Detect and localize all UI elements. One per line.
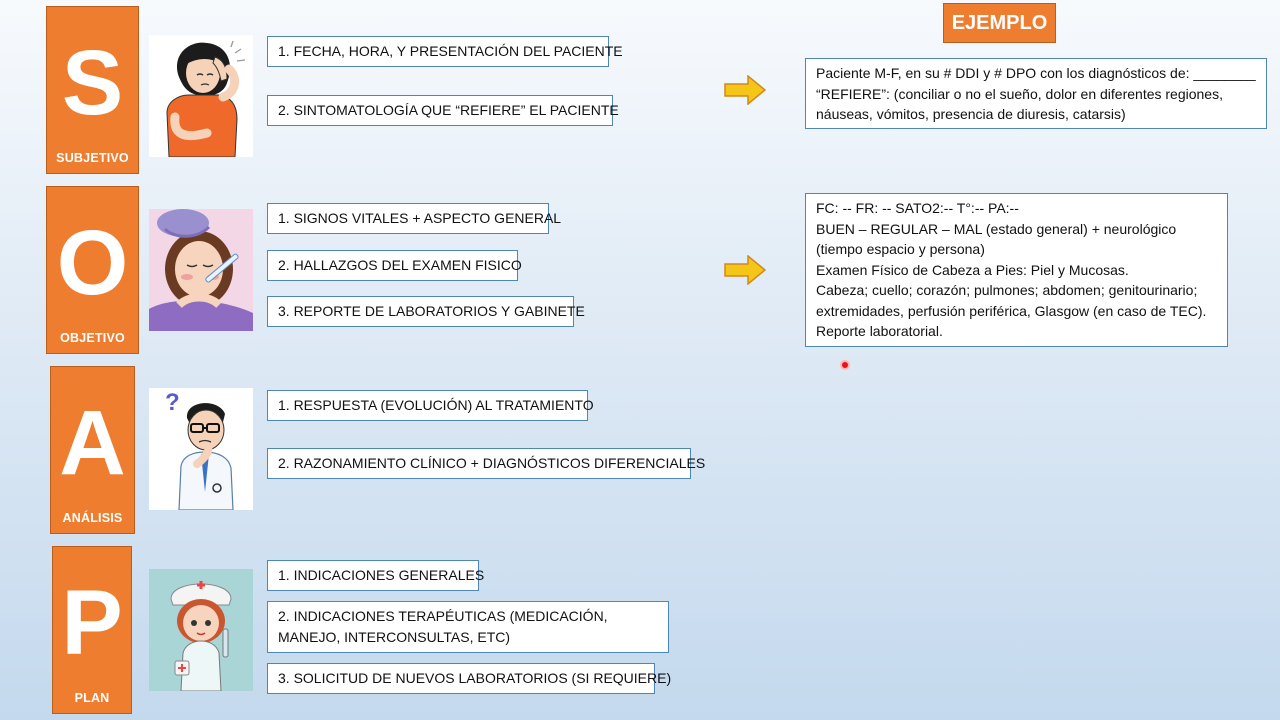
objetivo-item-3: 3. REPORTE DE LABORATORIOS Y GABINETE — [267, 296, 574, 327]
example-line: náuseas, vómitos, presencia de diuresis, catarsis) — [816, 106, 1126, 122]
subjetivo-item-2: 2. SINTOMATOLOGÍA QUE “REFIERE” EL PACIENTE — [267, 95, 613, 126]
sick-girl-illustration — [149, 209, 253, 331]
example-line: BUEN – REGULAR – MAL (estado general) + neurológico — [816, 220, 1177, 237]
woman-headache-illustration — [149, 35, 253, 157]
letter: A — [59, 392, 126, 494]
caption: SUBJETIVO — [56, 151, 129, 165]
example-line: Cabeza; cuello; corazón; pulmones; abdomen; genitourinario; — [816, 282, 1198, 298]
letter: S — [61, 32, 124, 134]
soap-letter-o — [46, 186, 139, 354]
plan-item-3: 3. SOLICITUD DE NUEVOS LABORATORIOS (SI REQUIERE) — [267, 663, 655, 694]
arrow-right-icon — [724, 75, 766, 105]
example-line: “REFIERE”: (conciliar o no el sueño, dolor en diferentes regiones, — [816, 85, 1223, 102]
objetivo-item-1: 1. SIGNOS VITALES + ASPECTO GENERAL — [267, 203, 549, 234]
soap-letter-s — [46, 6, 139, 174]
example-title: EJEMPLO — [943, 3, 1056, 43]
example-subjective-box — [805, 58, 1267, 129]
letter: O — [56, 212, 129, 314]
analisis-item-1: 1. RESPUESTA (EVOLUCIÓN) AL TRATAMIENTO — [267, 390, 588, 421]
soap-letter-p — [52, 546, 132, 714]
arrow-right-icon — [724, 255, 766, 285]
example-line: (tiempo espacio y persona) — [816, 241, 985, 257]
example-objective-box — [805, 193, 1228, 347]
svg-text:?: ? — [165, 389, 180, 416]
caption: ANÁLISIS — [62, 511, 123, 525]
analisis-item-2: 2. RAZONAMIENTO CLÍNICO + DIAGNÓSTICOS DIFERENCIALES — [267, 448, 691, 479]
caption: PLAN — [74, 691, 110, 705]
letter: P — [61, 572, 123, 674]
example-line: Reporte laboratorial. — [816, 323, 943, 339]
plan-item-2: 2. INDICACIONES TERAPÉUTICAS (MEDICACIÓN, MANEJO, INTERCONSULTAS, ETC) — [267, 601, 669, 653]
pointer-dot — [840, 360, 850, 370]
example-line: FC: -- FR: -- SATO2:-- T°:-- PA:-- — [816, 200, 1019, 216]
subjetivo-item-1: 1. FECHA, HORA, Y PRESENTACIÓN DEL PACIENTE — [267, 36, 609, 67]
soap-letter-a — [50, 366, 135, 534]
objetivo-item-2: 2. HALLAZGOS DEL EXAMEN FISICO — [267, 250, 518, 281]
nurse-illustration — [149, 569, 253, 691]
caption: OBJETIVO — [60, 331, 125, 345]
plan-item-1: 1. INDICACIONES GENERALES — [267, 560, 479, 591]
example-line: extremidades, perfusión periférica, Glasgow (en caso de TEC). — [816, 302, 1207, 319]
doctor-thinking-illustration — [149, 388, 253, 510]
example-line: Examen Físico de Cabeza a Pies: Piel y Mucosas. — [816, 261, 1129, 278]
example-line: Paciente M-F, en su # DDI y # DPO con los diagnósticos de: ________ — [816, 65, 1256, 81]
